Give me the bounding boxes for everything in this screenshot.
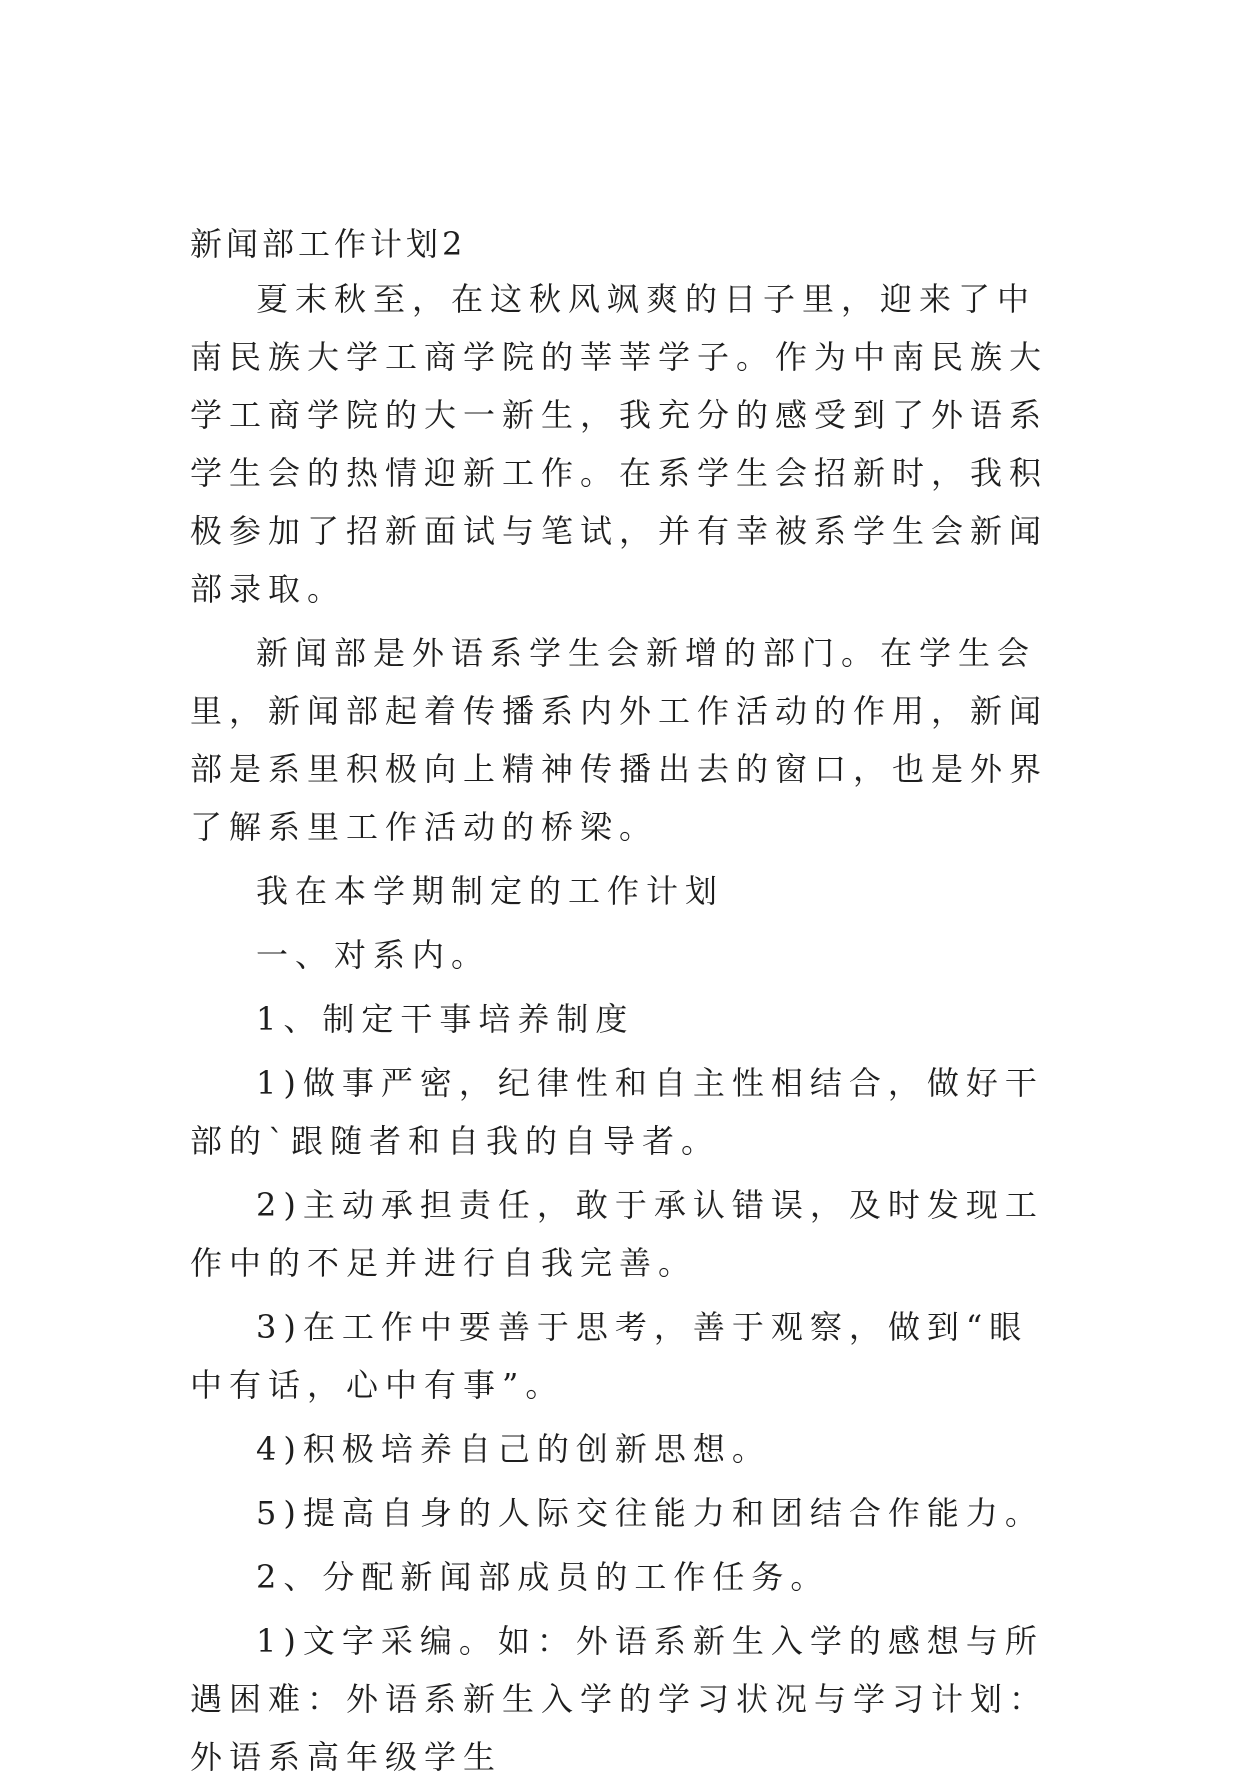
paragraph-intro: 夏末秋至，在这秋风飒爽的日子里，迎来了中南民族大学工商学院的莘莘学子。作为中南民族大学工商学院的大一新生，我充分的感受到了外语系学生会的热情迎新工作。在系学生会招新时，我积极参加了招新面试与笔试，并有幸被系学生会新闻部录取。 (190, 280, 1049, 608)
list-item-5: 5)提高自身的人际交往能力和团结合作能力。 (256, 1494, 1044, 1532)
task-item-1: 1)文字采编。如：外语系新生入学的感想与所遇困难：外语系新生入学的学习状况与学习计划：外语系高年级学生 (190, 1622, 1049, 1776)
list-item-3: 3)在工作中要善于思考，善于观察，做到“眼中有话，心中有事”。 (190, 1308, 1029, 1404)
subsection-heading-training: 1、制定干事培养制度 (256, 1000, 635, 1038)
paragraph-plan-heading: 我在本学期制定的工作计划 (256, 872, 725, 910)
paragraph-department: 新闻部是外语系学生会新增的部门。在学生会里，新闻部起着传播系内外工作活动的作用，新闻部是系里积极向上精神传播出去的窗口，也是外界了解系里工作活动的桥梁。 (190, 634, 1049, 846)
document-body (190, 218, 1055, 1786)
subsection-heading-tasks: 2、分配新闻部成员的工作任务。 (256, 1558, 830, 1596)
list-item-2: 2)主动承担责任，敢于承认错误，及时发现工作中的不足并进行自我完善。 (190, 1186, 1044, 1282)
section-heading-internal: 一、对系内。 (256, 936, 491, 974)
list-item-4: 4)积极培养自己的创新思想。 (256, 1430, 771, 1468)
list-item-1: 1)做事严密，纪律性和自主性相结合，做好干部的`跟随者和自我的自导者。 (190, 1064, 1044, 1160)
document-title: 新闻部工作计划2 (190, 225, 467, 263)
